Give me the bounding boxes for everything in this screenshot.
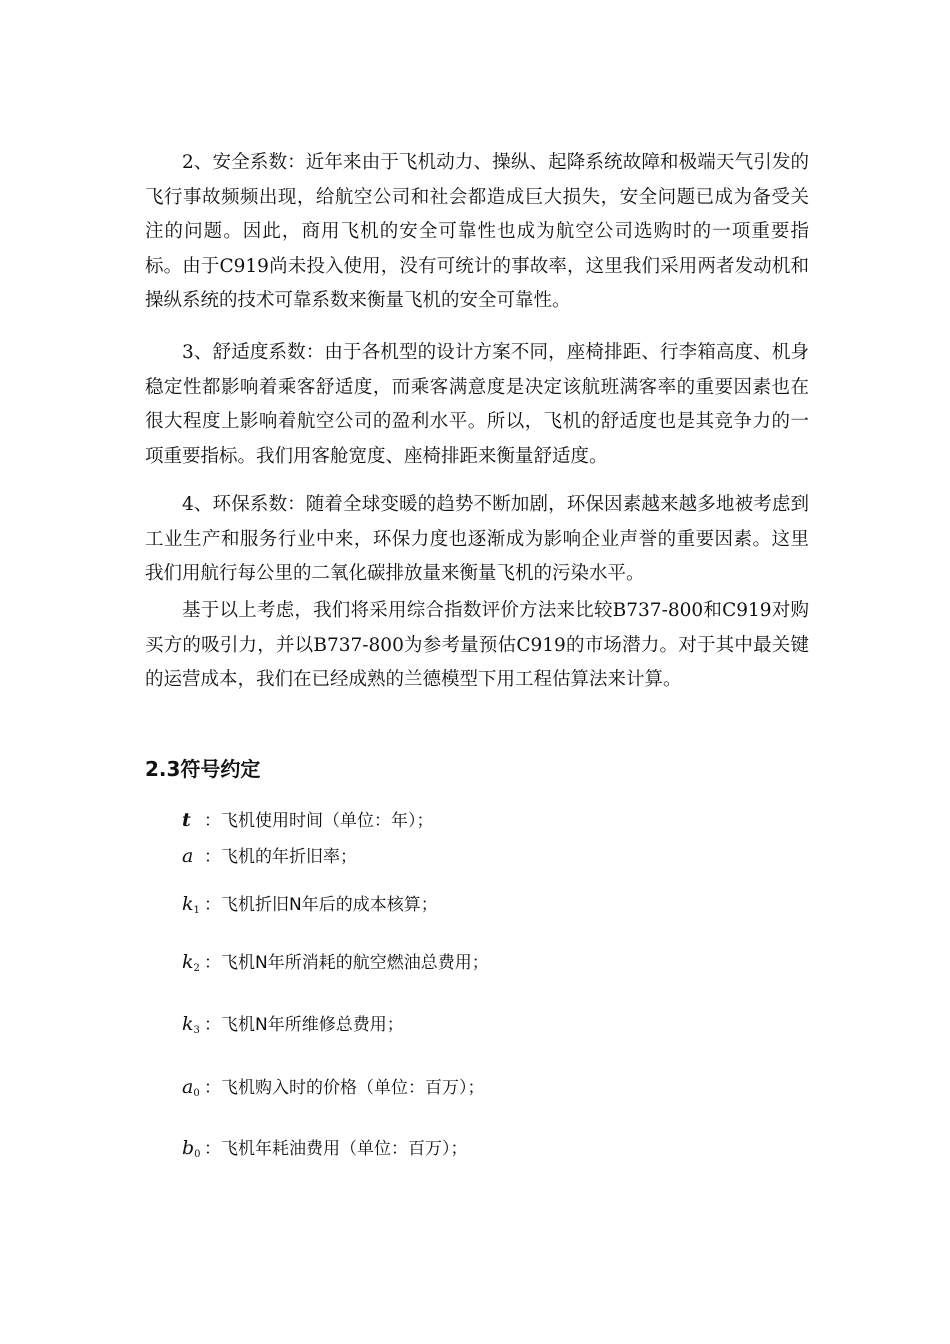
symbol-variable: t	[182, 809, 191, 831]
symbol-variable: $k_1$	[182, 893, 200, 916]
symbol-entry	[182, 1073, 485, 1099]
symbol-variable: a	[182, 845, 194, 867]
section-heading-symbols: 2.3符号约定	[145, 757, 261, 781]
symbol-variable: $k_2$	[182, 951, 200, 974]
symbol-entry	[182, 948, 489, 974]
symbol-entry	[182, 806, 434, 832]
paragraph-environment-coefficient: 4、环保系数：随着全球变暖的趋势不断加剧，环保因素越来越多地被考虑到工业生产和服务行业中来，环保力度也逐渐成为影响企业声誉的重要因素。这里我们用航行每公里的二氧化碳排放量来衡量飞机的污染水平。	[145, 494, 809, 585]
paragraph-comfort-coefficient: 3、舒适度系数：由于各机型的设计方案不同，座椅排距、行李箱高度、机身稳定性都影响着乘客舒适度，而乘客满意度是决定该航班满客率的重要因素也在很大程度上影响着航空公司的盈利水平。所以，飞机的舒适度也是其竞争力的一项重要指标。我们用客舱宽度、座椅排距来衡量舒适度。	[145, 342, 809, 467]
symbol-description: ：飞机的年折旧率；	[204, 847, 357, 867]
symbol-description: ：飞机N年所维修总费用；	[204, 1015, 404, 1035]
symbol-variable: $k_3$	[182, 1013, 200, 1036]
paragraph-method-summary: 基于以上考虑，我们将采用综合指数评价方法来比较B737-800和C919对购买方的吸引力，并以B737-800为参考量预估C919的市场潜力。对于其中最关键的运营成本，我们在已经成熟的兰德模型下用工程估算法来计算。	[145, 600, 809, 691]
symbol-description: ：飞机N年所消耗的航空燃油总费用；	[204, 953, 489, 973]
symbol-variable: $a_0$	[182, 1076, 200, 1099]
symbol-entry	[182, 842, 357, 868]
symbol-entry	[182, 1010, 404, 1036]
symbol-description: ：飞机使用时间（单位：年）；	[204, 811, 434, 831]
symbol-description: ：飞机折旧N年后的成本核算；	[204, 895, 438, 915]
symbol-variable: $b_0$	[182, 1137, 201, 1160]
paragraph-safety-coefficient: 2、安全系数：近年来由于飞机动力、操纵、起降系统故障和极端天气引发的飞行事故频频出现，给航空公司和社会都造成巨大损失，安全问题已成为备受关注的问题。因此，商用飞机的安全可靠性也成为航空公司选购时的一项重要指标。由于C919尚未投入使用，没有可统计的事故率，这里我们采用两者发动机和操纵系统的技术可靠系数来衡量飞机的安全可靠性。	[145, 152, 809, 312]
symbol-description: ：飞机年耗油费用（单位：百万）；	[204, 1139, 468, 1159]
symbol-description: ：飞机购入时的价格（单位：百万）；	[204, 1078, 485, 1098]
symbol-entry	[182, 1134, 468, 1160]
symbol-entry	[182, 890, 438, 916]
